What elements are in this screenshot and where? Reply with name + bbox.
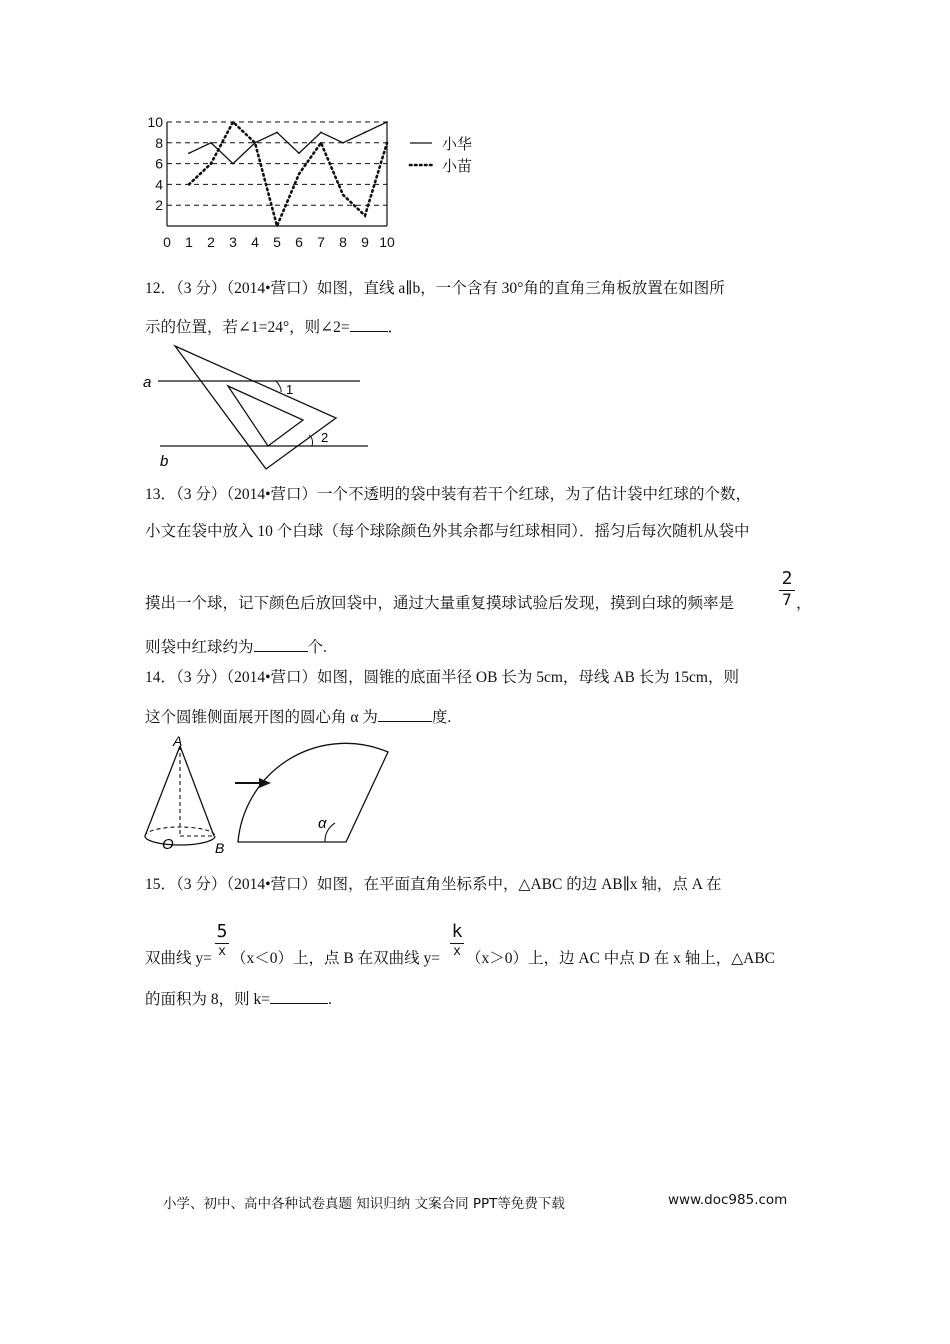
- data-point: [210, 163, 212, 165]
- label-B: B: [215, 840, 225, 856]
- data-point: [342, 194, 344, 196]
- angle-1-arc: [276, 381, 281, 392]
- q12-line2-end: ．: [387, 319, 404, 336]
- q13-line2: 小文在袋中放入 10 个白球（每个球除颜色外其余都与红球相同）．摇匀后每次随机从袋中: [145, 523, 750, 540]
- q15-fraction-2: [450, 922, 464, 959]
- label-O: O: [162, 836, 174, 853]
- answer-blank: [350, 316, 388, 332]
- y-tick-label: 6: [155, 155, 163, 172]
- q15-line1: 15．（3 分）（2014•营口）如图，在平面直角坐标系中，△ABC 的边 AB∥x 轴，点 A 在: [145, 876, 722, 893]
- q13-line4-text: 则袋中红球约为: [145, 639, 254, 656]
- q15-frac1-num: 5: [216, 921, 228, 942]
- x-tick-label: 0: [163, 234, 171, 250]
- footer-text: 小学、初中、高中各种试卷真题 知识归纳 文案合同 PPT等免费下载: [163, 1196, 565, 1212]
- data-point: [320, 142, 322, 144]
- data-point: [386, 121, 388, 123]
- outer-triangle: [175, 346, 336, 469]
- cone-right-slant: [180, 746, 214, 836]
- q14-line1: 14．（3 分）（2014•营口）如图，圆锥的底面半径 OB 长为 5cm，母线 AB 长为 15cm，则: [145, 669, 739, 686]
- triangle-ruler-figure: [140, 342, 380, 474]
- y-tick-label: 10: [147, 114, 163, 130]
- data-point: [254, 142, 256, 144]
- x-tick-label: 10: [379, 234, 395, 250]
- answer-blank: [254, 636, 308, 652]
- footer-site-link[interactable]: www.doc985.com: [668, 1192, 788, 1208]
- data-point: [298, 173, 300, 175]
- q14-line2: [145, 706, 451, 728]
- q13-line1: 13．（3 分）（2014•营口）一个不透明的袋中装有若干个红球，为了估计袋中红球的个数，: [145, 486, 752, 503]
- q13-line3: [145, 594, 734, 614]
- q15-fraction-1: [215, 922, 229, 959]
- x-tick-label: 7: [317, 234, 325, 250]
- q12-line2: [145, 316, 403, 338]
- sector-shape: [238, 743, 388, 842]
- q12-line2-text: 示的位置，若∠1=24°，则∠2=: [145, 319, 350, 336]
- q14-line2-end: 度.: [431, 709, 452, 726]
- legend-label: 小华: [442, 136, 473, 153]
- cone-figure: [135, 732, 395, 860]
- x-tick-label: 4: [251, 234, 259, 250]
- q15-line2-part1: 双曲线 y=: [145, 950, 212, 967]
- data-point: [386, 142, 388, 144]
- q15-line3-text: 的面积为 8，则 k=: [145, 991, 270, 1008]
- x-tick-label: 8: [339, 234, 347, 250]
- data-point: [232, 163, 234, 165]
- x-tick-label: 3: [229, 234, 237, 250]
- x-tick-label: 9: [361, 234, 369, 250]
- legend-label: 小苗: [442, 158, 473, 175]
- q13-fraction: [779, 569, 795, 608]
- x-tick-label: 6: [295, 234, 303, 250]
- data-point: [364, 132, 366, 134]
- q15-line2-part2: （x＜0）上，点 B 在双曲线 y=: [231, 950, 440, 967]
- q13-frac-den: 7: [782, 590, 792, 609]
- y-tick-label: 2: [155, 197, 163, 214]
- q13-frac-num: 2: [781, 568, 793, 589]
- q13-line3-text: 摸出一个球，记下颜色后放回袋中，通过大量重复摸球试验后发现，摸到白球的频率是: [145, 595, 735, 612]
- data-point: [298, 152, 300, 154]
- y-tick-label: 4: [155, 176, 163, 193]
- line-chart: [140, 110, 500, 255]
- q13-line4: [145, 636, 327, 658]
- answer-blank: [378, 706, 432, 722]
- x-tick-label: 1: [185, 234, 193, 250]
- data-point: [188, 184, 190, 186]
- data-point: [276, 225, 278, 227]
- data-point: [188, 152, 190, 154]
- label-alpha: α: [318, 815, 327, 832]
- q15-line3-end: .: [328, 991, 332, 1008]
- x-tick-label: 5: [273, 234, 281, 250]
- cone-left-slant: [145, 746, 180, 836]
- q14-line2-text: 这个圆锥侧面展开图的圆心角 α 为: [145, 709, 378, 726]
- q15-line2-part3: （x＞0）上，边 AC 中点 D 在 x 轴上，△ABC: [466, 950, 776, 967]
- q12-line1: 12．（3 分）（2014•营口）如图，直线 a∥b，一个含有 30°角的直角三角板放置在如图所: [145, 280, 725, 297]
- label-angle-2: 2: [321, 430, 329, 445]
- label-b: b: [160, 453, 169, 470]
- series-line-2: [189, 122, 387, 226]
- data-point: [276, 132, 278, 134]
- data-point: [342, 142, 344, 144]
- data-point: [364, 215, 366, 217]
- q15-line3: [145, 988, 332, 1010]
- x-tick-label: 2: [207, 234, 215, 250]
- cone-base-front: [145, 836, 215, 845]
- answer-blank: [270, 988, 328, 1004]
- q15-frac1-den: x: [218, 944, 226, 959]
- data-point: [232, 121, 234, 123]
- y-tick-label: 8: [155, 134, 163, 151]
- label-a: a: [143, 374, 152, 391]
- q15-frac2-den: x: [453, 944, 461, 959]
- data-point: [210, 142, 212, 144]
- q13-line3-end: ，: [796, 595, 812, 612]
- label-angle-1: 1: [286, 382, 294, 397]
- label-A: A: [173, 733, 183, 749]
- data-point: [320, 132, 322, 134]
- q15-frac2-num: k: [451, 921, 463, 942]
- q13-line4-end: 个.: [307, 639, 327, 656]
